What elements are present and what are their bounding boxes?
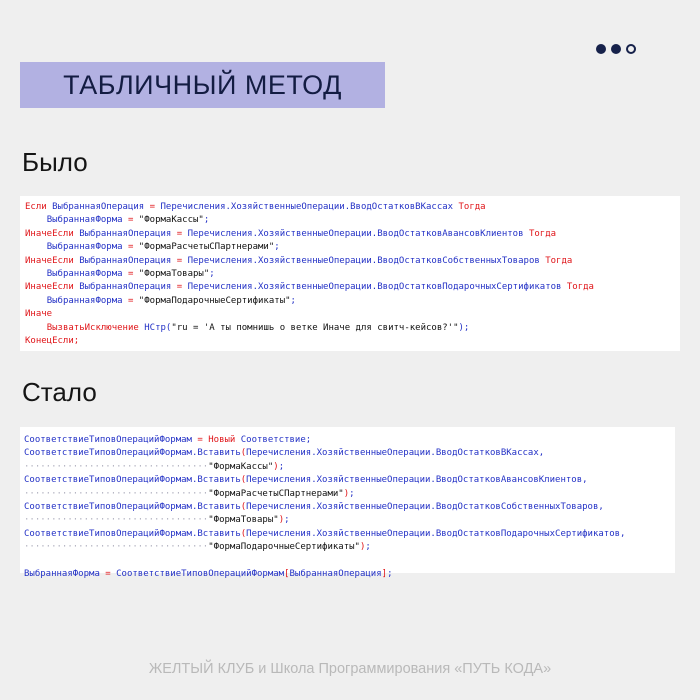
code-token: ВыбраннаяОперация — [289, 568, 382, 579]
code-token: ( — [240, 501, 247, 512]
dot-filled-icon — [611, 44, 621, 54]
code-token: "ФормаКассы" — [208, 461, 274, 472]
code-token: СоответствиеТиповОперацийФормам.Вставить — [24, 475, 241, 486]
code-token: ); — [458, 322, 470, 333]
title-banner — [20, 62, 385, 108]
code-token — [25, 323, 47, 333]
code-line — [24, 514, 675, 527]
code-line — [24, 474, 675, 487]
code-line — [24, 541, 675, 554]
code-token: ИначеЕсли — [25, 282, 74, 293]
code-token: "ФормаТовары" — [133, 268, 210, 279]
footer-credits: ЖЕЛТЫЙ КЛУБ и Школа Программирования «ПУТЬ КОДА» — [148, 661, 552, 677]
code-token: СоответствиеТиповОперацийФормам.Вставить — [24, 501, 241, 512]
code-token: = — [105, 568, 111, 579]
code-token: ; — [278, 461, 285, 472]
code-token: ) — [359, 542, 366, 553]
code-token: Перечисления.ХозяйственныеОперации.ВводОстатковВКассах — [155, 202, 459, 212]
code-token: Тогда — [458, 202, 486, 212]
code-token: = — [149, 202, 156, 212]
code-token — [25, 215, 47, 225]
code-line — [25, 201, 680, 214]
code-token: Перечисления.ХозяйственныеОперации.ВводОстатковСобственныхТоваров — [182, 255, 546, 266]
code-token: ·································· — [24, 515, 209, 526]
code-token: СоответствиеТиповОперацийФормам — [110, 568, 285, 579]
code-token: "ФормаРасчетыСПартнерами" — [208, 488, 344, 499]
code-token: = — [127, 295, 134, 306]
dot-outline-icon — [626, 44, 636, 54]
code-token: ) — [273, 461, 279, 472]
code-token: ИначеЕсли — [25, 255, 74, 266]
code-token — [25, 296, 47, 306]
code-token: ( — [240, 448, 247, 459]
code-line — [25, 295, 680, 308]
code-token: ; — [274, 242, 280, 253]
code-token: СоответствиеТиповОперацийФормам.Вставить — [24, 528, 241, 539]
code-line — [24, 501, 675, 514]
code-line — [25, 281, 680, 294]
code-token: Иначе — [25, 309, 53, 320]
code-token: "ru = 'А ты помнишь о ветке Иначе для свитч-кейсов?'" — [171, 322, 459, 333]
code-token: СоответствиеТиповОперацийФормам.Вставить — [24, 448, 241, 459]
code-line — [24, 528, 675, 541]
code-token: Перечисления.ХозяйственныеОперации.ВводОстатковСобственныхТоваров, — [246, 501, 604, 512]
code-token: [ — [284, 568, 290, 579]
code-block-before — [20, 196, 680, 351]
code-token: НСтр( — [138, 322, 172, 333]
code-line — [25, 322, 680, 335]
code-token: Перечисления.ХозяйственныеОперации.ВводОстатковАвансовКлиентов — [182, 228, 529, 239]
code-token: ) — [278, 515, 285, 526]
code-token: ВыбраннаяФорма — [46, 295, 128, 306]
code-token: КонецЕсли; — [25, 335, 80, 346]
code-token: = — [127, 268, 134, 279]
code-token: ВыбраннаяОперация — [46, 202, 150, 212]
code-line — [24, 555, 675, 568]
code-token: Перечисления.ХозяйственныеОперации.ВводОстатковВКассах, — [246, 448, 545, 459]
code-line — [24, 488, 675, 501]
code-token: ; — [209, 268, 215, 279]
code-token: ВыбраннаяФорма — [46, 215, 128, 226]
code-token: ВыбраннаяФорма — [24, 568, 106, 579]
code-token: ) — [343, 488, 350, 499]
code-token: ВыбраннаяОперация — [73, 282, 177, 293]
code-token: СоответствиеТиповОперацийФормам — [24, 435, 198, 445]
code-token: ВызватьИсключение — [46, 322, 139, 333]
code-line — [25, 241, 680, 254]
code-token: ; — [349, 488, 355, 499]
code-token: ( — [240, 528, 247, 539]
code-token: ·································· — [24, 542, 209, 553]
code-token: Тогда — [545, 255, 573, 266]
code-block-after — [20, 427, 675, 579]
code-token: ·································· — [24, 461, 209, 472]
code-token — [25, 269, 47, 279]
code-token — [25, 242, 47, 252]
code-token: ; — [203, 215, 210, 226]
code-token: "ФормаКассы" — [133, 215, 204, 226]
code-token: ; — [387, 568, 393, 579]
code-token: "ФормаТовары" — [208, 515, 279, 526]
code-token: ВыбраннаяФорма — [46, 268, 128, 279]
code-token: ИначеЕсли — [25, 228, 74, 239]
code-token: = — [176, 228, 183, 239]
code-token: ·································· — [24, 488, 209, 499]
code-line — [25, 214, 680, 227]
code-token: = — [127, 215, 134, 226]
code-line — [24, 434, 675, 447]
code-line — [25, 335, 680, 348]
code-token: = — [176, 282, 183, 293]
code-token: "ФормаПодарочныеСертификаты" — [208, 542, 360, 553]
section-label-before: Было — [22, 147, 88, 177]
code-line — [25, 268, 680, 281]
code-token: ВыбраннаяФорма — [46, 242, 128, 253]
three-dots-icon — [596, 43, 640, 55]
code-line — [24, 568, 675, 581]
section-label-after: Стало — [22, 377, 97, 407]
code-line — [25, 308, 680, 321]
code-token: "ФормаПодарочныеСертификаты" — [133, 295, 291, 306]
page-title: ТАБЛИЧНЫЙ МЕТОД — [63, 69, 342, 100]
code-token: Перечисления.ХозяйственныеОперации.ВводОстатковАвансовКлиентов, — [246, 475, 588, 486]
code-token: ; — [365, 542, 371, 553]
code-token: ; — [284, 515, 290, 526]
code-token: Перечисления.ХозяйственныеОперации.ВводОстатковПодарочныхСертификатов — [182, 282, 567, 293]
code-line — [25, 228, 680, 241]
code-token: ВыбраннаяОперация — [73, 255, 177, 266]
code-token: Тогда — [528, 228, 557, 239]
code-token: = — [176, 255, 183, 266]
code-token: Соответствие; — [235, 435, 312, 445]
code-token: = — [127, 242, 134, 253]
code-token: Тогда — [566, 282, 594, 293]
code-token: ВыбраннаяОперация — [73, 228, 177, 239]
code-token: ] — [381, 568, 388, 579]
code-token: Новый — [202, 435, 236, 445]
code-token: Если — [25, 202, 47, 212]
code-token: = — [197, 435, 203, 445]
code-token: "ФормаРасчетыСПартнерами" — [133, 242, 275, 253]
code-token: Перечисления.ХозяйственныеОперации.ВводОстатковПодарочныхСертификатов, — [246, 528, 626, 539]
code-line — [24, 447, 675, 460]
code-line — [24, 461, 675, 474]
code-token: ; — [290, 295, 296, 306]
dot-filled-icon — [596, 44, 606, 54]
code-line — [25, 255, 680, 268]
code-token: ( — [240, 475, 247, 486]
